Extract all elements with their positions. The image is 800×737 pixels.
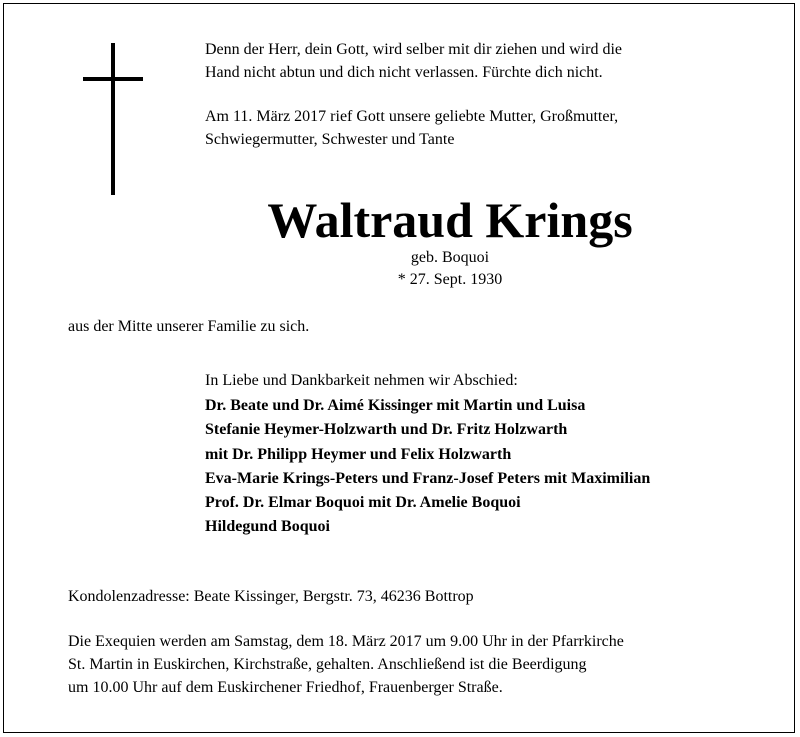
- death-announcement: [205, 105, 618, 151]
- mourner-line: mit Dr. Philipp Heymer und Felix Holzwarth: [205, 445, 512, 463]
- condolence-address: Kondolenzadresse: Beate Kissinger, Bergstr. 73, 46236 Bottrop: [68, 588, 474, 605]
- birth-date: * 27. Sept. 1930: [397, 271, 503, 288]
- mourners-list: [205, 394, 650, 540]
- verse-line: Hand nicht abtun und dich nicht verlassen. Fürchte dich nicht.: [205, 64, 603, 81]
- mourner-line: Eva-Marie Krings-Peters und Franz-Josef Peters mit Maximilian: [205, 469, 651, 487]
- family-line: aus der Mitte unserer Familie zu sich.: [68, 318, 310, 335]
- verse-line: Denn der Herr, dein Gott, wird selber mit dir ziehen und wird die: [205, 41, 623, 58]
- cross-horizontal-bar: [83, 77, 143, 81]
- bible-verse: [205, 38, 622, 84]
- announcement-line: Am 11. März 2017 rief Gott unsere geliebte Mutter, Großmutter,: [205, 108, 619, 125]
- service-line: St. Martin in Euskirchen, Kirchstraße, gehalten. Anschließend ist die Beerdigung: [68, 656, 587, 673]
- cross-vertical-bar: [111, 43, 115, 195]
- service-line: Die Exequien werden am Samstag, dem 18. März 2017 um 9.00 Uhr in der Pfarrkirche: [68, 633, 624, 650]
- mourner-line: Stefanie Heymer-Holzwarth und Dr. Fritz Holzwarth: [205, 421, 568, 439]
- mourner-line: Dr. Beate und Dr. Aimé Kissinger mit Martin und Luisa: [205, 397, 586, 414]
- funeral-service-info: [68, 630, 624, 699]
- mourner-line: Prof. Dr. Elmar Boquoi mit Dr. Amelie Boquoi: [205, 494, 521, 512]
- service-line: um 10.00 Uhr auf dem Euskirchener Friedhof, Frauenberger Straße.: [68, 679, 503, 696]
- birth-name: geb. Boquoi: [410, 249, 490, 266]
- announcement-line: Schwiegermutter, Schwester und Tante: [205, 131, 455, 148]
- farewell-line: In Liebe und Dankbarkeit nehmen wir Abschied:: [205, 372, 518, 389]
- deceased-name: Waltraud Krings: [267, 192, 633, 248]
- cross-icon: [83, 43, 143, 195]
- mourner-line: Hildegund Boquoi: [205, 518, 330, 536]
